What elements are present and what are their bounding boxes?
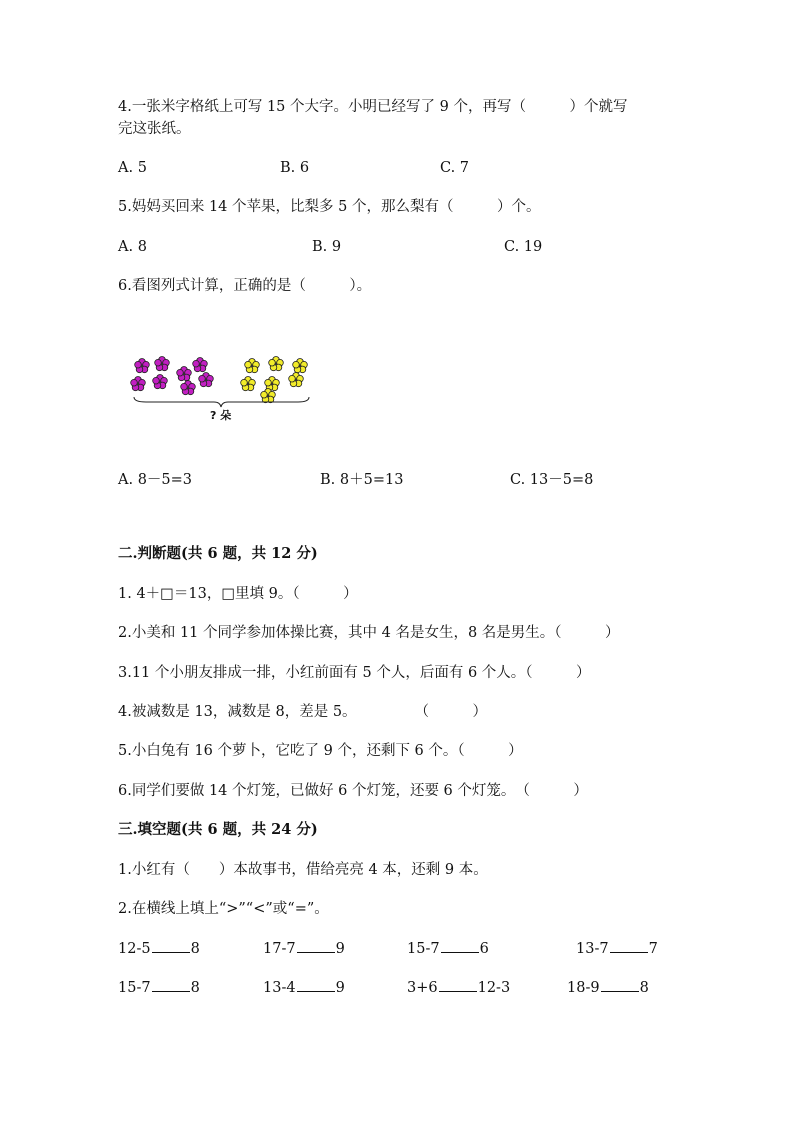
q6-option-a: A. 8－5=3 bbox=[118, 472, 193, 488]
section-2-title: 二.判断题(共 6 题，共 12 分) bbox=[118, 545, 318, 562]
flower-center bbox=[159, 381, 162, 384]
fill-item-1: 1.小红有（ ）本故事书，借给亮亮 4 本，还剩 9 本。 bbox=[118, 862, 488, 878]
q4-option-a: A. 5 bbox=[118, 160, 147, 176]
compare-item: 17-7 9 bbox=[263, 941, 345, 957]
q4-stem-line2: 完这张纸。 bbox=[118, 121, 191, 137]
judge-item-3: 3.11 个小朋友排成一排，小红前面有 5 个人，后面有 6 个人。（ ） bbox=[118, 665, 591, 681]
q6-option-b: B. 8＋5=13 bbox=[320, 472, 404, 488]
q6-option-c: C. 13－5=8 bbox=[510, 472, 594, 488]
compare-item: 15-7 6 bbox=[407, 941, 489, 957]
q5-stem: 5.妈妈买回来 14 个苹果，比梨多 5 个，那么梨有（ ）个。 bbox=[118, 199, 541, 215]
flower-center bbox=[267, 395, 270, 398]
flower-center bbox=[205, 379, 208, 382]
judge-item-5: 5.小白兔有 16 个萝卜，它吃了 9 个，还剩下 6 个。（ ） bbox=[118, 743, 523, 759]
flower-center bbox=[183, 373, 186, 376]
compare-item: 12-5 8 bbox=[118, 941, 200, 957]
q5-option-a: A. 8 bbox=[118, 239, 147, 255]
q6-stem: 6.看图列式计算，正确的是（ ）。 bbox=[118, 278, 372, 294]
flower-center bbox=[299, 365, 302, 368]
q4-option-c: C. 7 bbox=[440, 160, 470, 176]
flower-center bbox=[137, 383, 140, 386]
purple-flowers-group bbox=[131, 357, 214, 395]
compare-item: 3+6 12-3 bbox=[407, 980, 511, 996]
compare-item: 13-7 7 bbox=[576, 941, 658, 957]
flower-center bbox=[247, 383, 250, 386]
q4-stem-line1: 4.一张米字格纸上可写 15 个大字。小明已经写了 9 个，再写（ ）个就写 bbox=[118, 99, 628, 115]
flower-center bbox=[199, 364, 202, 367]
flower-center bbox=[161, 363, 164, 366]
flower-center bbox=[295, 379, 298, 382]
judge-item-1: 1. 4＋□＝13，□里填 9。（ ） bbox=[118, 586, 358, 602]
flower-center bbox=[271, 383, 274, 386]
flower-center bbox=[251, 365, 254, 368]
figure-question-label: ? 朵 bbox=[210, 409, 232, 422]
compare-item: 15-7 8 bbox=[118, 980, 200, 996]
yellow-flowers-group bbox=[241, 357, 308, 403]
flower-center bbox=[275, 363, 278, 366]
flower-center bbox=[187, 387, 190, 390]
judge-item-2: 2.小美和 11 个同学参加体操比赛，其中 4 名是女生，8 名是男生。（ ） bbox=[118, 625, 620, 641]
fill-item-2: 2.在横线上填上“>”“<”或“=”。 bbox=[118, 901, 329, 917]
judge-item-6: 6.同学们要做 14 个灯笼，已做好 6 个灯笼，还要 6 个灯笼。 （ ） bbox=[118, 783, 588, 799]
brace bbox=[134, 397, 309, 407]
flower-center bbox=[141, 365, 144, 368]
section-3-title: 三.填空题(共 6 题，共 24 分) bbox=[118, 821, 318, 838]
q5-option-b: B. 9 bbox=[312, 239, 342, 255]
q4-option-b: B. 6 bbox=[280, 160, 310, 176]
flower-figure bbox=[128, 352, 318, 431]
compare-item: 13-4 9 bbox=[263, 980, 345, 996]
judge-item-4: 4.被减数是 13，减数是 8，差是 5。 （ ） bbox=[118, 704, 488, 720]
q5-option-c: C. 19 bbox=[504, 239, 543, 255]
compare-item: 18-9 8 bbox=[567, 980, 649, 996]
